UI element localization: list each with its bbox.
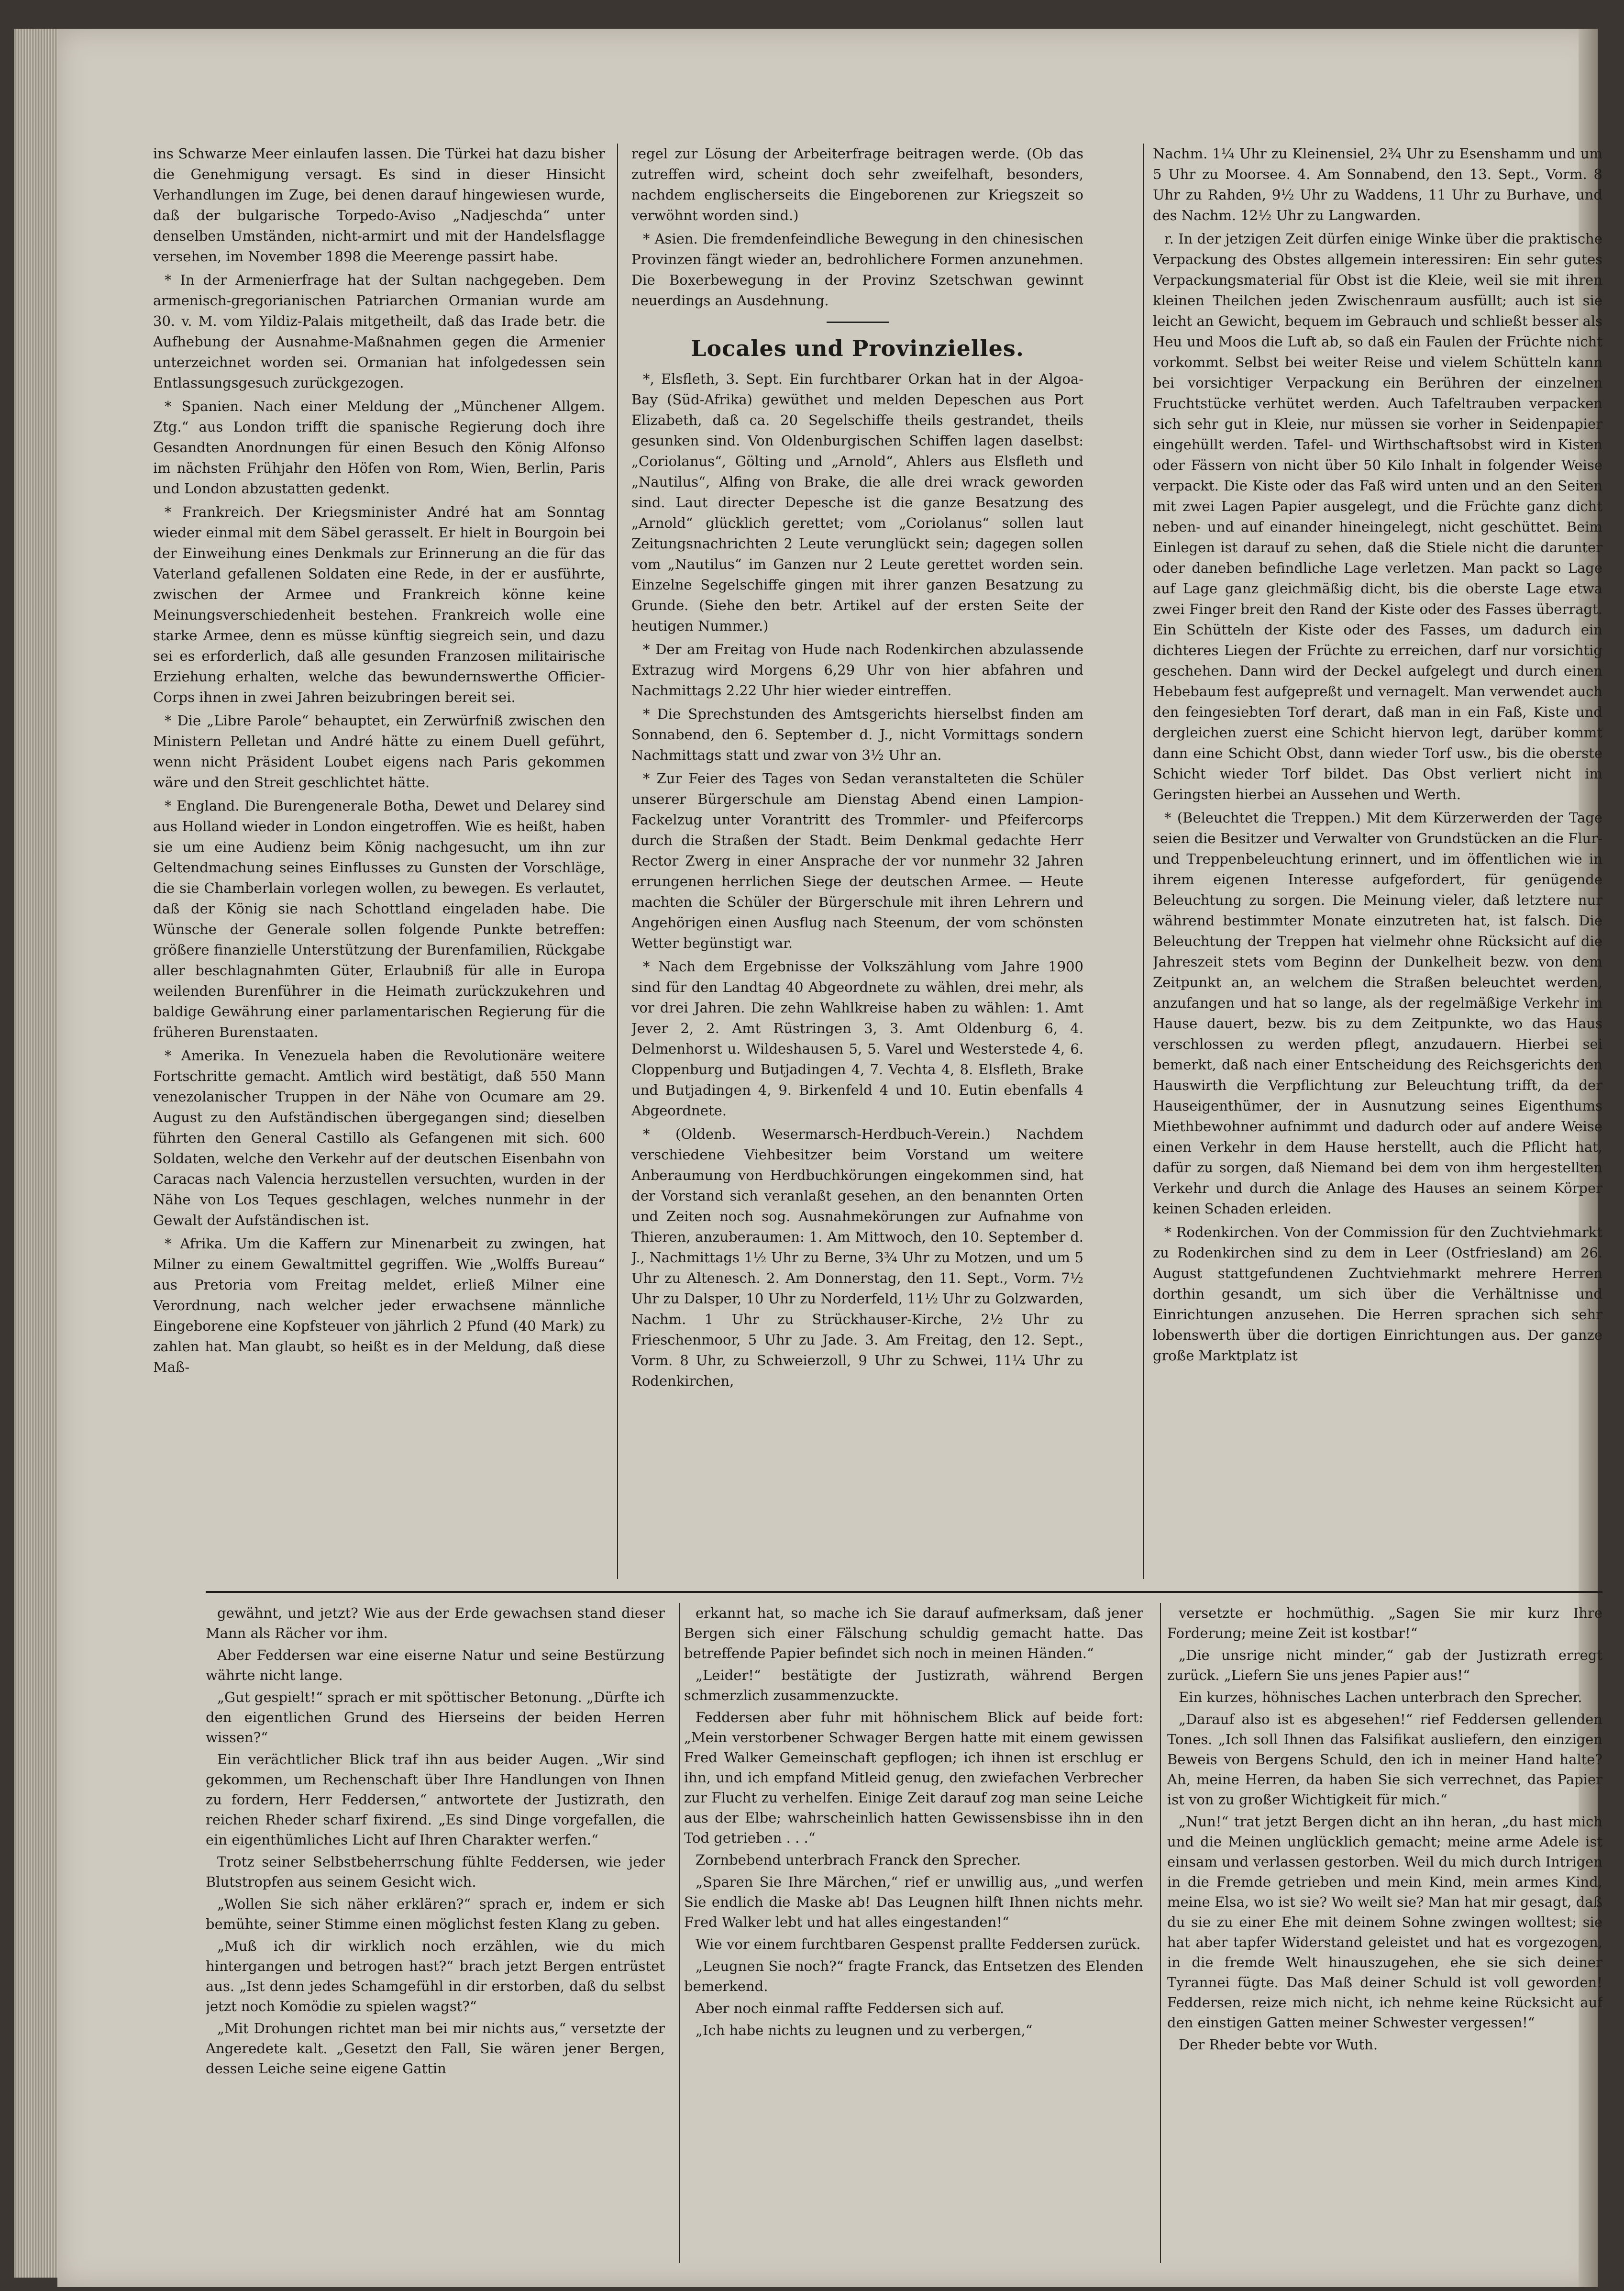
news-columns: [153, 144, 1602, 1584]
news-column-1: [153, 144, 605, 1584]
section-divider: [827, 322, 889, 323]
news-paragraph: regel zur Lösung der Arbeiterfrage beitragen werde. (Ob das zutreffen wird, scheint doch sehr zweifelhaft, besonders, nachdem englischerseits die Eingeborenen zur Kriegszeit so verwöhnt worden sind.): [631, 145, 1083, 223]
story-paragraph: „Ich habe nichts zu leugnen und zu verbergen,“: [696, 2022, 1033, 2038]
section-heading: Locales und Provinzielles.: [691, 335, 1024, 361]
story-paragraph: Trotz seiner Selbstbeherrschung fühlte Feddersen, wie jeder Blutstropfen aus seinem Gesicht wich.: [206, 1854, 665, 1890]
news-paragraph: r. In der jetzigen Zeit dürfen einige Winke über die praktische Verpackung des Obstes allgemein interessiren: Ein sehr gutes Verpackungsmaterial für Obst ist die Kleie, weil sie mit ihren kleinen Theilchen jeden Zwischenraum ausfüllt; auch ist sie leicht an Gewicht, bequem im Gebrauch und schließt besser als Heu und Moos die Luft ab, so daß ein Faulen der Früchte nicht vorkommt. Selbst bei weiter Reise und vielem Schütteln kann bei vorsichtiger Verpackung ein Berühren der einzelnen Fruchtstücke verhütet werden. Auch Tafeltrauben verpacken sich sehr gut in Kleie, nur müssen sie vorher in Seidenpapier eingehüllt werden. Tafel- und Wirthschaftsobst wird in Kisten oder Fässern von nicht über 50 Kilo Inhalt in folgender Weise verpackt. Die Kiste oder das Faß wird unten und an den Seiten mit zwei Lagen Papier ausgelegt, und die Früchte ganz dicht neben- und auf einander hineingelegt, nicht geschüttet. Beim Einlegen ist darauf zu sehen, daß die Stiele nicht die darunter oder daneben befindliche Lage verletzen. Man packt so Lage auf Lage ganz gleichmäßig dicht, bis die oberste Lage etwa zwei Finger breit den Rand der Kiste oder des Fasses überragt. Ein Schütteln der Kiste oder des Fasses, um dadurch ein dichteres Liegen der Früchte zu erreichen, darf nur vorsichtig geschehen. Dann wird der Deckel aufgelegt und durch einen Hebebaum fest aufgepreßt und vernagelt. Man verwendet auch den feingesiebten Torf derart, daß man in ein Faß, Kiste und dergleichen zuerst eine Schicht hiervon legt, darüber kommt dann eine Schicht Obst, dann wieder Torf usw., bis die oberste Schicht wieder Torf bildet. Das Obst verliert nicht im Geringsten hierbei an Aussehen und Werth.: [1153, 231, 1602, 802]
story-paragraph: „Mit Drohungen richtet man bei mir nichts aus,“ versetzte der Angeredete kalt. „Gesetzt den Fall, Sie wären jener Bergen, dessen Leiche seine eigene Gattin: [206, 2020, 665, 2077]
news-paragraph: * England. Die Burengenerale Botha, Dewet und Delarey sind aus Holland wieder in London eingetroffen. Wie es heißt, haben sie um eine Audienz beim König nachgesucht, um ihn zur Geltendmachung seines Einflusses zu Gunsten der Vorschläge, die sie Chamberlain vorlegen wollen, zu bewegen. Es verlautet, daß der König sie nach Schottland eingeladen habe. Die Wünsche der Generale sollen folgende Punkte betreffen: größere finanzielle Unterstützung der Burenfamilien, Rückgabe aller beschlagnahmten Güter, Erlaubniß für alle in Europa weilenden Burenführer in die Heimath zurückzukehren und baldige Gewährung einer parlamentarischen Regierung für die früheren Burenstaaten.: [153, 798, 605, 1040]
story-paragraph: „Nun!“ trat jetzt Bergen dicht an ihn heran, „du hast mich und die Meinen unglücklich gemacht; meine arme Adele ist einsam und verlassen gestorben. Weil du mich durch Intrigen in die Fremde getrieben und mein Kind, mein armes Kind, meine Elsa, wo ist sie? Wo weilt sie? Man hat mir gesagt, daß du sie zu einer Ehe mit deinem Sohne zwingen wolltest; sie hat aber tapfer Widerstand geleistet und hat es vorgezogen, in die fremde Welt hinauszugehen, ehe sie sich deiner Tyrannei fügte. Das Maß deiner Schuld ist voll geworden! Feddersen, reize mich nicht, ich nehme keine Rücksicht auf den einstigen Gatten meiner Schwester vergessen!“: [1167, 1813, 1602, 2031]
story-paragraph: erkannt hat, so mache ich Sie darauf aufmerksam, daß jener Bergen sich einer Fälschung schuldig gemacht hatte. Das betreffende Papier befindet sich noch in meinen Händen.“: [684, 1605, 1143, 1661]
story-paragraph: Ein verächtlicher Blick traf ihn aus beider Augen. „Wir sind gekommen, um Rechenschaft über Ihre Handlungen von Ihnen zu fordern, Herr Feddersen,“ antwortete der Justizrath, den reichen Rheder scharf fixirend. „Es sind Dinge vorgefallen, die ein eigenthümliches Licht auf Ihren Charakter werfen.“: [206, 1751, 665, 1848]
feuilleton-column-2: [684, 1603, 1143, 2263]
story-paragraph: „Darauf also ist es abgesehen!“ rief Feddersen gellenden Tones. „Ich soll Ihnen das Falsifikat ausliefern, den einzigen Beweis von Bergens Schuld, den ich in meiner Hand halte? Ah, meine Herren, da haben Sie sich verrechnet, das Papier ist von zu großer Wichtigkeit für mich.“: [1167, 1711, 1602, 1808]
news-paragraph: * Nach dem Ergebnisse der Volkszählung vom Jahre 1900 sind für den Landtag 40 Abgeordnete zu wählen, drei mehr, als vor drei Jahren. Die zehn Wahlkreise haben zu wählen: 1. Amt Jever 2, 2. Amt Rüstringen 3, 3. Amt Oldenburg 6, 4. Delmenhorst u. Wildeshausen 5, 5. Varel und Westerstede 4, 6. Cloppenburg und Butjadingen 4, 7. Vechta 4, 8. Elsfleth, Brake und Butjadingen 4, 9. Birkenfeld 4 und 10. Eutin ebenfalls 4 Abgeordnete.: [631, 958, 1083, 1119]
story-paragraph: versetzte er hochmüthig. „Sagen Sie mir kurz Ihre Forderung; meine Zeit ist kostbar!“: [1167, 1605, 1602, 1641]
news-paragraph: ins Schwarze Meer einlaufen lassen. Die Türkei hat dazu bisher die Genehmigung versagt. Es sind in dieser Hinsicht Verhandlungen im Zuge, bei denen darauf hingewiesen wurde, daß der bulgarische Torpedo-Aviso „Nadjeschda“ unter denselben Umständen, nicht-armirt und mit der Handelsflagge versehen, im November 1898 die Meerenge passirt habe.: [153, 145, 605, 265]
column-rule: [617, 144, 618, 1579]
news-paragraph: * Die Sprechstunden des Amtsgerichts hierselbst finden am Sonnabend, den 6. September d. J., nicht Vormittags sondern Nachmittags statt und zwar von 3½ Uhr an.: [631, 706, 1083, 763]
news-paragraph: * Der am Freitag von Hude nach Rodenkirchen abzulassende Extrazug wird Morgens 6,29 Uhr von hier abfahren und Nachmittags 2.22 Uhr hier wieder eintreffen.: [631, 641, 1083, 699]
news-paragraph: * Frankreich. Der Kriegsminister André hat am Sonntag wieder einmal mit dem Säbel gerasselt. Er hielt in Bourgoin bei der Einweihung eines Denkmals zur Erinnerung an die für das Vaterland gefallenen Soldaten eine Rede, in der er ausführte, zwischen der Armee und Frankreich könne keine Meinungsverschiedenheit bestehen. Frankreich wolle eine starke Armee, denn es müsse künftig siegreich sein, und dazu sei es erforderlich, daß alle gesunden Franzosen militairische Erziehung erhalten, welche das bewundernswerthe Officier-Corps ihnen in zwei Jahren beizubringen bereit sei.: [153, 504, 605, 705]
story-paragraph: „Muß ich dir wirklich noch erzählen, wie du mich hintergangen und betrogen hast?“ brach jetzt Bergen entrüstet aus. „Ist denn jedes Schamgefühl in dir erstorben, daß du selbst jetzt noch Komödie zu spielen wagst?“: [206, 1938, 665, 2014]
story-paragraph: „Die unsrige nicht minder,“ gab der Justizrath erregt zurück. „Liefern Sie uns jenes Papier aus!“: [1167, 1647, 1602, 1683]
story-paragraph: Der Rheder bebte vor Wuth.: [1179, 2036, 1378, 2053]
news-paragraph: * In der Armenierfrage hat der Sultan nachgegeben. Dem armenisch-gregorianischen Patriarchen Ormanian wurde am 30. v. M. vom Yildiz-Palais mitgetheilt, daß das Irade betr. die Aufhebung der Ausnahme-Maßnahmen gegen die Armenier unterzeichnet worden sei. Ormanian hat infolgedessen sein Entlassungsgesuch zurückgezogen.: [153, 272, 605, 391]
story-paragraph: Aber Feddersen war eine eiserne Natur und seine Bestürzung währte nicht lange.: [206, 1647, 665, 1683]
news-paragraph: * Asien. Die fremdenfeindliche Bewegung in den chinesischen Provinzen fängt wieder an, bedrohlichere Formen anzunehmen. Die Boxerbewegung in der Provinz Szetschwan gewinnt neuerdings an Ausdehnung.: [631, 231, 1083, 309]
story-paragraph: „Wollen Sie sich näher erklären?“ sprach er, indem er sich bemühte, seiner Stimme einen möglichst festen Klang zu geben.: [206, 1896, 665, 1932]
feuilleton-column-3: [1167, 1603, 1602, 2263]
news-paragraph: * Rodenkirchen. Von der Commission für den Zuchtviehmarkt zu Rodenkirchen sind zu dem in Leer (Ostfriesland) am 26. August stattgefundenen Zuchtviehmarkt mehrere Herren dorthin gesandt, um sich über die Verhältnisse und Einrichtungen anzusehen. Die Herren sprachen sich sehr lobenswerth über die dortigen Einrichtungen aus. Der ganze große Marktplatz ist: [1153, 1224, 1602, 1364]
news-paragraph: *, Elsfleth, 3. Sept. Ein furchtbarer Orkan hat in der Algoa-Bay (Süd-Afrika) gewüthet und melden Depeschen aus Port Elizabeth, daß ca. 20 Segelschiffe theils gestrandet, theils gesunken sind. Von Oldenburgischen Schiffen lagen daselbst: „Coriolanus“, Gölting und „Arnold“, Ahlers aus Elsfleth und „Nautilus“, Alfing von Brake, die alle drei wrack geworden sind. Laut directer Depesche ist die ganze Besatzung des „Arnold“ glücklich gerettet; vom „Coriolanus“ sollen laut Zeitungsnachrichten 2 Leute verunglückt sein; dagegen sollen vom „Nautilus“ im Ganzen nur 2 Leute gerettet worden sein. Einzelne Segelschiffe gingen mit ihrer ganzen Besatzung zu Grunde. (Siehe den betr. Artikel auf der ersten Seite der heutigen Nummer.): [631, 371, 1083, 634]
news-column-2: [631, 144, 1083, 1584]
news-paragraph: * Spanien. Nach einer Meldung der „Münchener Allgem. Ztg.“ aus London trifft die spanische Regierung doch ihre Gesandten Anordnungen für einen Besuch den König Alfonso im nächsten Frühjahr den Höfen von Rom, Wien, Berlin, Paris und London abzustatten gedenkt.: [153, 398, 605, 497]
story-paragraph: Zornbebend unterbrach Franck den Sprecher.: [696, 1852, 1021, 1868]
story-paragraph: „Gut gespielt!“ sprach er mit spöttischer Betonung. „Dürfte ich den eigentlichen Grund des Hierseins der beiden Herren wissen?“: [206, 1689, 665, 1746]
news-paragraph: * (Beleuchtet die Treppen.) Mit dem Kürzerwerden der Tage seien die Besitzer und Verwalter von Grundstücken an die Flur- und Treppenbeleuchtung erinnert, und im öffentlichen wie in ihrem eigenen Interesse aufgefordert, für genügende Beleuchtung zu sorgen. Die Meinung vieler, daß letztere nur während bestimmter Monate einzutreten hat, ist falsch. Die Beleuchtung der Treppen hat vielmehr ohne Rücksicht auf die Jahreszeit stets vom Beginn der Dunkelheit bezw. von dem Zeitpunkt an, an welchem die Straßen beleuchtet werden, anzufangen und hat so lange, als der regelmäßige Verkehr im Hause dauert, bezw. bis zu dem Zeitpunkte, wo das Haus verschlossen zu werden pflegt, anzudauern. Hierbei sei bemerkt, daß nach einer Entscheidung des Reichsgerichts den Hauswirth die Verpflichtung zur Beleuchtung trifft, da der Hauseigenthümer, der in Ausnutzung seines Eigenthums Miethbewohner aufnimmt und dadurch oder auf andere Weise einen Verkehr in dem Hause herstellt, auch die Pflicht hat, dafür zu sorgen, daß Niemand bei dem von ihm hergestellten Verkehr und durch die Anlage des Hauses an seinem Körper keinen Schaden erleiden.: [1153, 810, 1602, 1217]
story-paragraph: gewähnt, und jetzt? Wie aus der Erde gewachsen stand dieser Mann als Rächer vor ihm.: [206, 1605, 665, 1641]
news-paragraph: Nachm. 1¼ Uhr zu Kleinensiel, 2¾ Uhr zu Esenshamm und um 5 Uhr zu Moorsee. 4. Am Sonnabend, den 13. Sept., Vorm. 8 Uhr zu Rahden, 9½ Uhr zu Waddens, 11 Uhr zu Burhave, und des Nachm. 12½ Uhr zu Langwarden.: [1153, 145, 1602, 223]
story-paragraph: Wie vor einem furchtbaren Gespenst prallte Feddersen zurück.: [696, 1936, 1141, 1952]
news-paragraph: * Die „Libre Parole“ behauptet, ein Zerwürfniß zwischen den Ministern Pelletan und André hätte zu einem Duell geführt, wenn nicht Präsident Loubet eigens nach Paris gekommen wäre und den Streit geschlichtet hätte.: [153, 712, 605, 790]
news-paragraph: * (Oldenb. Wesermarsch-Herdbuch-Verein.) Nachdem verschiedene Viehbesitzer beim Vorstand um weitere Anberaumung von Herdbuchkörungen eingekommen sind, hat der Vorstand sich veranlaßt gesehen, an den benannten Orten und Zeiten noch sog. Ausnahmekörungen zur Aufnahme von Thieren, anzuberaumen: 1. Am Mittwoch, den 10. September d. J., Nachmittags 1½ Uhr zu Berne, 3¾ Uhr zu Motzen, und um 5 Uhr zu Altenesch. 2. Am Donnerstag, den 11. Sept., Vorm. 7½ Uhr zu Dalsper, 10 Uhr zu Norderfeld, 11½ Uhr zu Golzwarden, Nachm. 1 Uhr zu Strückhauser-Kirche, 2½ Uhr zu Frieschenmoor, 5 Uhr zu Jade. 3. Am Freitag, den 12. Sept., Vorm. 8 Uhr, zu Schweierzoll, 9 Uhr zu Schwei, 11¼ Uhr zu Rodenkirchen,: [631, 1126, 1083, 1389]
story-paragraph: „Sparen Sie Ihre Märchen,“ rief er unwillig aus, „und werfen Sie endlich die Maske ab! Das Leugnen hilft Ihnen nichts mehr. Fred Walker lebt und hat alles eingestanden!“: [684, 1874, 1143, 1930]
news-paragraph: * Amerika. In Venezuela haben die Revolutionäre weitere Fortschritte gemacht. Amtlich wird bestätigt, daß 550 Mann venezolanischer Truppen in der Nähe von Ocumare am 29. August zu den Aufständischen übergegangen sind; dieselben führten den General Castillo als Gefangenen mit sich. 600 Soldaten, welche den Verkehr auf der deutschen Eisenbahn von Caracas nach Valencia herzustellen versuchten, wurden in der Nähe von Los Teques geschlagen, welches nunmehr in der Gewalt der Aufständischen ist.: [153, 1047, 605, 1228]
story-paragraph: Aber noch einmal raffte Feddersen sich auf.: [696, 2000, 1005, 2016]
story-paragraph: Ein kurzes, höhnisches Lachen unterbrach den Sprecher.: [1179, 1689, 1582, 1705]
news-column-3: [1153, 144, 1602, 1584]
story-paragraph: „Leugnen Sie noch?“ fragte Franck, das Entsetzen des Elenden bemerkend.: [684, 1958, 1143, 1994]
story-paragraph: Feddersen aber fuhr mit höhnischem Blick auf beide fort: „Mein verstorbener Schwager Bergen hatte mit einem gewissen Fred Walker Gemeinschaft gepflogen; ich ihnen ist erschlug er ihn, und ich empfand Mitleid genug, den zwiefachen Verbrecher zur Flucht zu verhelfen. Einige Zeit darauf zog man seine Leiche aus der Elbe; wahrscheinlich hatten Gewissensbisse ihn in den Tod getrieben . . .“: [684, 1709, 1143, 1846]
feuilleton-separator: [206, 1591, 1602, 1593]
news-paragraph: * Afrika. Um die Kaffern zur Minenarbeit zu zwingen, hat Milner zu einem Gewaltmittel gegriffen. Wie „Wolffs Bureau“ aus Pretoria vom Freitag meldet, erließ Milner eine Verordnung, nach welcher jeder erwachsene männliche Eingeborene eine Kopfsteuer von jährlich 2 Pfund (40 Mark) zu zahlen hat. Man glaubt, so heißt es in der Meldung, daß diese Maß-: [153, 1235, 605, 1375]
feuilleton: [206, 1603, 1602, 2263]
story-paragraph: „Leider!“ bestätigte der Justizrath, während Bergen schmerzlich zusammenzuckte.: [684, 1667, 1143, 1703]
column-rule: [1143, 144, 1144, 1579]
news-paragraph: * Zur Feier des Tages von Sedan veranstalteten die Schüler unserer Bürgerschule am Dienstag Abend einen Lampion-Fackelzug unter Vorantritt des Trommler- und Pfeifercorps durch die Straßen der Stadt. Beim Denkmal gedachte Herr Rector Zwerg in einer Ansprache der vor nunmehr 32 Jahren errungenen herrlichen Siege der deutschen Armee. — Heute machten die Schüler der Bürgerschule mit ihren Lehrern und Angehörigen einen Ausflug nach Steenum, der vom schönsten Wetter begünstigt war.: [631, 770, 1083, 951]
feuilleton-column-1: [206, 1603, 665, 2263]
